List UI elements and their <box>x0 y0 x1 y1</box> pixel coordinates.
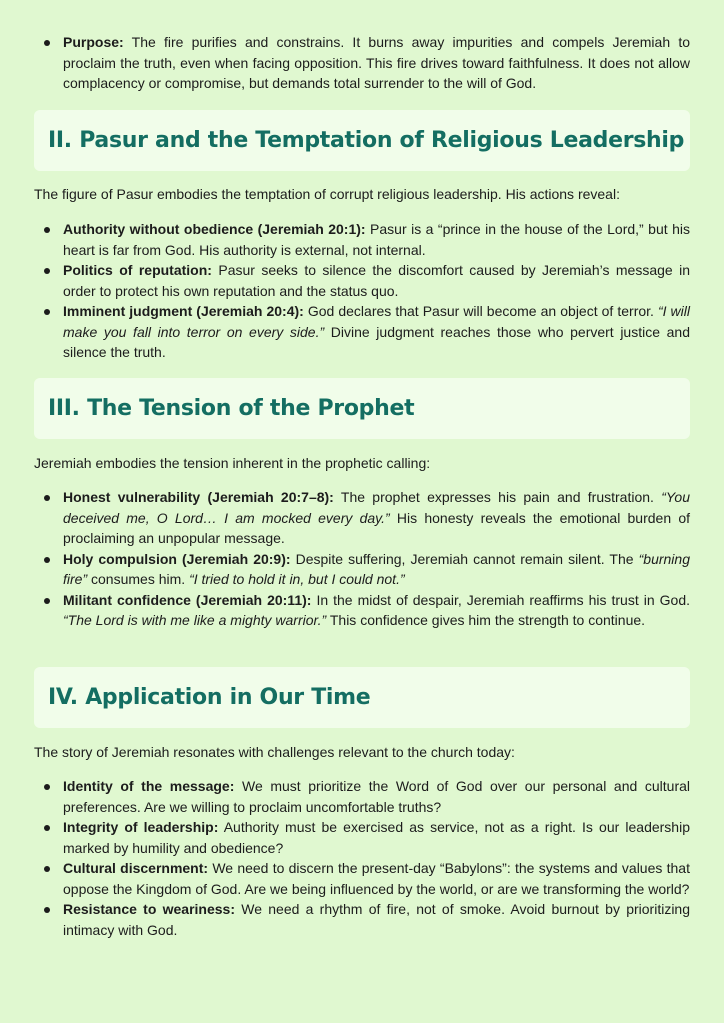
bullet-icon <box>44 784 50 790</box>
list-item <box>0 899 724 940</box>
section-title: IV. Application in Our Time <box>48 685 371 710</box>
item-text: We must prioritize the Word of God over our personal and cultural preferences. Are we willing to proclaim uncomfortable truths? <box>63 778 690 815</box>
item-text: consumes him. <box>87 571 190 587</box>
section2-list <box>0 219 724 363</box>
section-intro: Jeremiah embodies the tension inherent in the prophetic calling: <box>34 455 431 471</box>
section3-list <box>0 487 724 631</box>
item-label: Authority without obedience (Jeremiah 20:1): <box>63 221 366 237</box>
bullet-icon <box>44 825 50 831</box>
item-quote: “You deceived me, O Lord… I am mocked every day.” <box>63 489 691 526</box>
list-item <box>0 817 724 858</box>
item-quote: “The Lord is with me like a mighty warrior.” <box>63 612 327 628</box>
item-text: The prophet expresses his pain and frustration. <box>333 489 662 505</box>
item-label: Holy compulsion (Jeremiah 20:9): <box>63 550 291 567</box>
section4-list <box>0 776 724 940</box>
bullet-icon <box>44 268 50 274</box>
section-intro: The figure of Pasur embodies the temptation of corrupt religious leadership. His actions reveal: <box>34 186 620 202</box>
item-label: Purpose: <box>63 34 124 50</box>
bullet-icon <box>44 309 50 315</box>
section-header <box>34 667 690 728</box>
item-text: This confidence gives him the strength to continue. <box>326 612 646 628</box>
item-text: The fire purifies and constrains. It burns away impurities and compels Jeremiah to proclaim the truth, even when facing opposition. This fire drives toward faithfulness. It does not allow complacency or compromise, but demands total surrender to the will of God. <box>63 34 690 91</box>
item-label: Identity of the message: <box>63 778 235 794</box>
bullet-icon <box>44 557 50 563</box>
bullet-icon <box>44 907 50 913</box>
item-text: We need to discern the present-day “Babylons”: the systems and values that oppose the Kingdom of God. Are we being influenced by the world, or are we transforming the world? <box>63 860 690 897</box>
item-text: In the midst of despair, Jeremiah reaffirms his trust in God. <box>311 591 690 608</box>
item-label: Militant confidence (Jeremiah 20:11): <box>63 591 312 608</box>
item-text: Pasur seeks to silence the discomfort caused by Jeremiah’s message in order to protect his own reputation and the status quo. <box>63 262 691 299</box>
section-title: II. Pasur and the Temptation of Religious Leadership <box>48 128 685 153</box>
section-title: III. The Tension of the Prophet <box>48 396 415 421</box>
bullet-icon <box>44 227 50 233</box>
list-item <box>0 32 724 94</box>
item-text: Authority must be exercised as service, not as a right. Is our leadership marked by humility and obedience? <box>63 819 690 856</box>
item-quote: “I tried to hold it in, but I could not.” <box>189 571 405 587</box>
item-text: His honesty reveals the emotional burden of proclaiming an unpopular message. <box>63 509 691 546</box>
item-label: Cultural discernment: <box>63 860 209 876</box>
item-quote: “I will make you fall into terror on every side.” <box>63 303 690 340</box>
section-header <box>34 110 690 171</box>
item-text: God declares that Pasur will become an object of terror. <box>303 303 658 319</box>
item-quote: “burning fire” <box>63 550 690 587</box>
item-label: Politics of reputation: <box>63 262 212 278</box>
bullet-icon <box>44 866 50 872</box>
item-label: Integrity of leadership: <box>63 819 219 835</box>
list-item <box>0 301 724 363</box>
item-label: Resistance to weariness: <box>63 901 236 917</box>
list-item <box>0 260 724 301</box>
bullet-icon <box>44 598 50 604</box>
item-label: Honest vulnerability (Jeremiah 20:7–8): <box>63 489 334 505</box>
bullet-icon <box>44 495 50 501</box>
list-item <box>0 858 724 899</box>
section-intro: The story of Jeremiah resonates with challenges relevant to the church today: <box>34 744 515 760</box>
list-item <box>0 590 724 631</box>
item-label: Imminent judgment (Jeremiah 20:4): <box>63 303 304 319</box>
section-header <box>34 378 690 439</box>
list-item <box>0 487 724 549</box>
purpose-list <box>0 32 724 94</box>
list-item <box>0 549 724 590</box>
item-text: Pasur is a “prince in the house of the Lord,” but his heart is far from God. His authority is external, not internal. <box>63 221 691 258</box>
item-text: Despite suffering, Jeremiah cannot remain silent. The <box>290 550 639 567</box>
item-text: We need a rhythm of fire, not of smoke. Avoid burnout by prioritizing intimacy with God. <box>63 901 691 938</box>
bullet-icon <box>44 40 50 46</box>
list-item <box>0 776 724 817</box>
item-text: Divine judgment reaches those who pervert justice and silence the truth. <box>63 323 690 360</box>
list-item <box>0 219 724 260</box>
